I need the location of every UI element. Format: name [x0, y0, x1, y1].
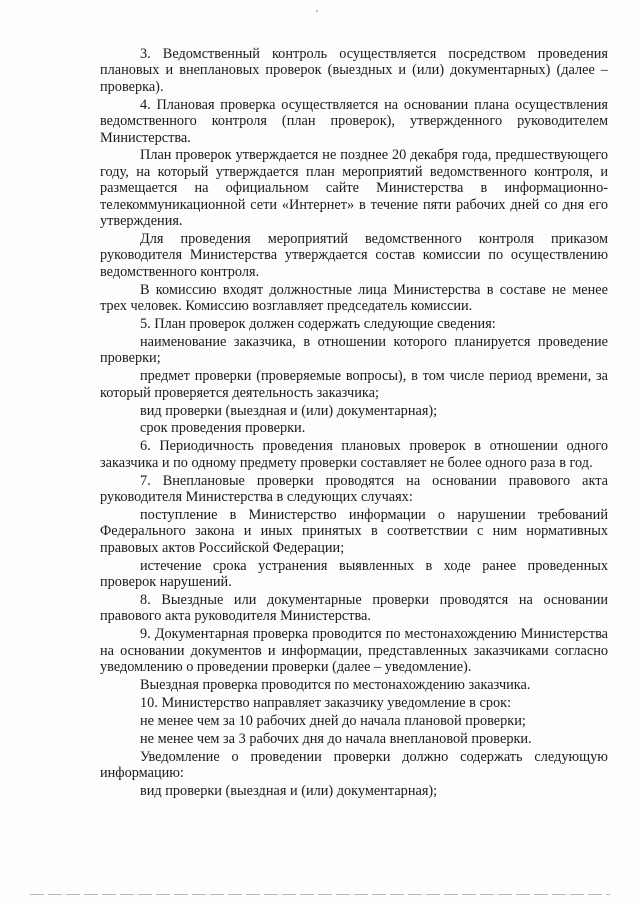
paragraph-3: План проверок утверждается не позднее 20 декабря года, предшествующего году, на который утверждается план мероприятий ведомственного контроля, и размещается на официальном сайте Министерства в информационно-телекоммуникационной сети «Интернет» в течение пяти рабочих дней со дня его утверждения.	[100, 147, 608, 230]
paragraph-16: 9. Документарная проверка проводится по местонахождению Министерства на основании документов и информации, представленных заказчиками согласно уведомлению о проведении проверки (далее – уведомление).	[100, 626, 608, 676]
paragraph-1: 3. Ведомственный контроль осуществляется посредством проведения плановых и внеплановых проверок (выездных и (или) документарных) (далее – проверка).	[100, 46, 608, 95]
paragraph-6: 5. План проверок должен содержать следующие сведения:	[140, 316, 496, 332]
paragraph-2: 4. Плановая проверка осуществляется на основании плана осуществления ведомственного контроля (план проверок), утвержденного руководителем Министерства.	[100, 96, 608, 146]
paragraph-21: Уведомление о проведении проверки должно содержать следующую информацию:	[100, 748, 608, 782]
paragraph-11: 6. Периодичность проведения плановых проверок в отношении одного заказчика и по одному предмету проверки составляет не более одного раза в год.	[100, 438, 608, 471]
paragraph-20: не менее чем за 3 рабочих дня до начала внеплановой проверки.	[140, 730, 532, 747]
paragraph-13: поступление в Министерство информации о нарушении требований Федерального закона и иных принятых в соответствии с ним нормативных правовых актов Российской Федерации;	[100, 506, 608, 556]
paragraph-10: срок проведения проверки.	[140, 420, 306, 437]
paragraph-7: наименование заказчика, в отношении которого планируется проведение проверки;	[100, 333, 608, 367]
page-bottom-rule	[30, 894, 610, 895]
paragraph-14: истечение срока устранения выявленных в ходе ранее проведенных проверок нарушений.	[100, 557, 608, 591]
document-body	[100, 46, 608, 801]
paragraph-19: не менее чем за 10 рабочих дней до начала плановой проверки;	[140, 712, 526, 729]
paragraph-4: Для проведения мероприятий ведомственного контроля приказом руководителя Министерства утверждается состав комиссии по осуществлению ведомственного контроля.	[100, 230, 608, 280]
paragraph-8: предмет проверки (проверяемые вопросы), в том числе период времени, за который проверяется деятельность заказчика;	[100, 368, 608, 401]
paragraph-9: вид проверки (выездная и (или) документарная);	[140, 402, 438, 419]
paragraph-18: 10. Министерство направляет заказчику уведомление в срок:	[140, 694, 512, 711]
paragraph-12: 7. Внеплановые проверки проводятся на основании правового акта руководителя Министерства в следующих случаях:	[100, 472, 608, 506]
scan-artifact	[316, 10, 318, 12]
paragraph-5: В комиссию входят должностные лица Министерства в составе не менее трех человек. Комиссию возглавляет председатель комиссии.	[100, 281, 608, 315]
paragraph-22: вид проверки (выездная и (или) документарная);	[140, 782, 438, 799]
paragraph-15: 8. Выездные или документарные проверки проводятся на основании правового акта руководителя Министерства.	[100, 592, 608, 625]
paragraph-17: Выездная проверка проводится по местонахождению заказчика.	[140, 677, 531, 694]
